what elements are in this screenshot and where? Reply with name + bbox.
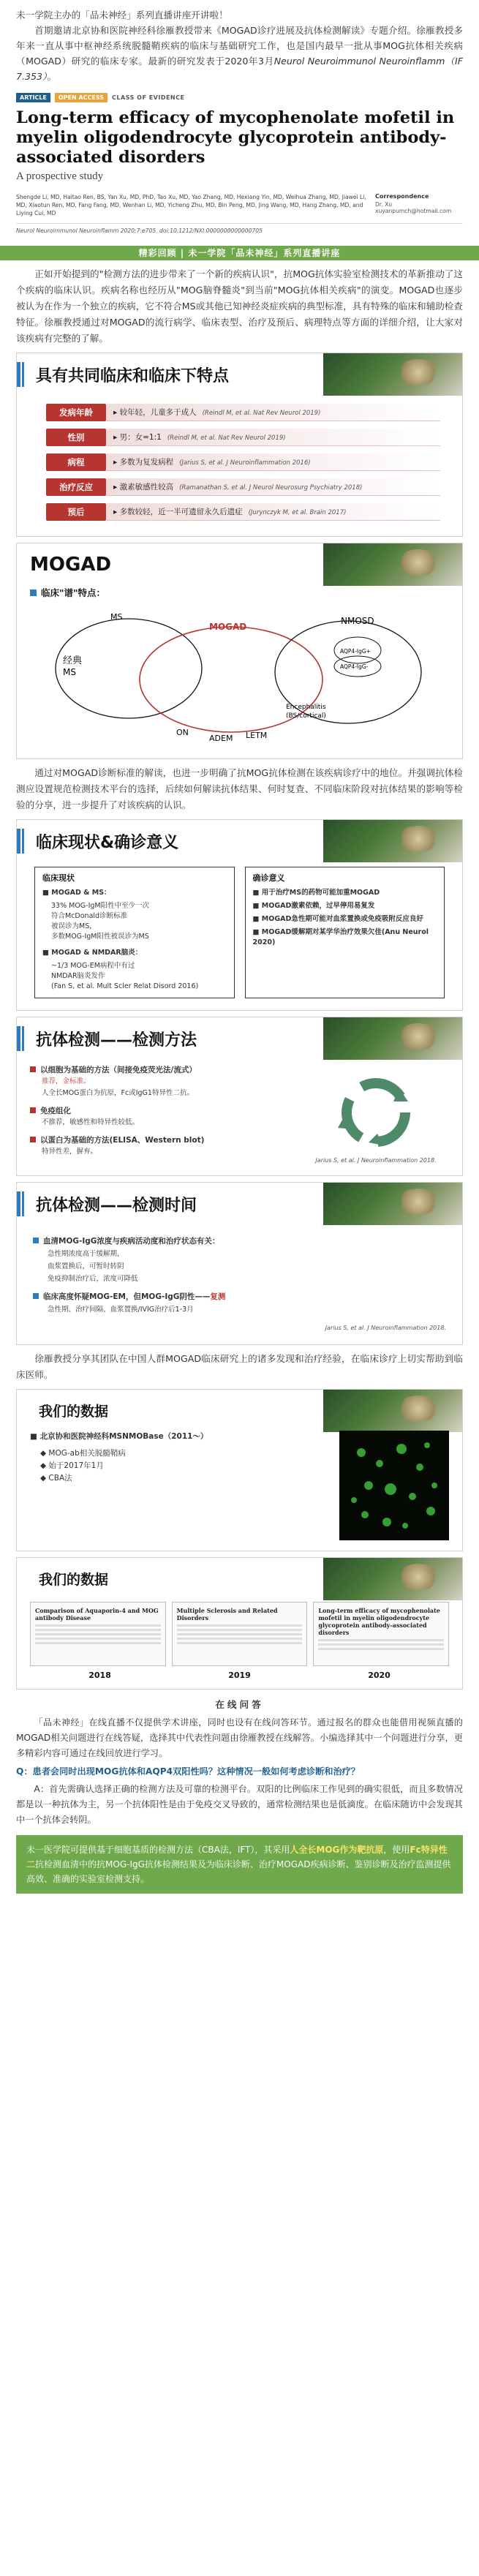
feature-text: ▸ 多数较轻，近一半可遗留永久后遗症 (Jurynczyk M, et al. Brain 2017) bbox=[106, 503, 440, 521]
cohort-item: ◆ 始于2017年1月 bbox=[40, 1461, 104, 1470]
slide-mogad-spectrum bbox=[16, 543, 463, 759]
timing-item: 血清MOG-IgG浓度与疾病活动度和治疗状态有关： 急性期浓度高于缓解期， 血浆置换后，可暂时转阴 免疫抑制治疗后，浓度可降低 bbox=[33, 1235, 446, 1285]
method-item: 以蛋白为基础的方法(ELISA、Western blot) 特异性差，摒弃。 bbox=[30, 1134, 303, 1158]
feature-text: ▸ 激素敏感性较高 (Ramanathan S, et al. J Neurol Neurosurg Psychiatry 2018) bbox=[106, 478, 440, 496]
spectrum-subtitle: 临床"谱"特点： bbox=[30, 586, 449, 599]
box-sub: 符合McDonald诊断标准 bbox=[51, 912, 128, 920]
slide-detection-timing bbox=[16, 1182, 463, 1345]
label-adem: ADEM bbox=[209, 734, 233, 743]
timing-item: 临床高度怀疑MOG-EM，但MOG-IgG阴性——复测 急性期、治疗间隔、血浆置换/IVIG治疗后1-3月 bbox=[33, 1291, 446, 1316]
paper-header-image bbox=[16, 93, 463, 240]
section-banner: 精彩回顾 | 未一学院「品未神经」系列直播讲座 bbox=[0, 246, 479, 260]
feature-tag: 治疗反应 bbox=[46, 478, 106, 496]
article-badge: ARTICLE bbox=[16, 93, 50, 102]
slide-our-data-publications bbox=[16, 1557, 463, 1690]
slide-clinical-status bbox=[16, 819, 463, 1011]
feature-row bbox=[46, 451, 462, 473]
intro-body bbox=[0, 23, 479, 84]
header-photo bbox=[323, 820, 462, 862]
correspondence-label: Correspondence bbox=[375, 193, 429, 200]
method-item: 以细胞为基础的方法（间接免疫荧光法/流式） 推荐，金标准。 人全长MOG蛋白为抗原，Fc或IgG1特异性二抗。 bbox=[30, 1064, 303, 1099]
year-label: 2019 bbox=[228, 1671, 251, 1680]
method-item: 免疫组化 不推荐，敏感性和特异性较低。 bbox=[30, 1105, 303, 1129]
cohort-item: ◆ MOG-ab相关脱髓鞘病 bbox=[40, 1449, 126, 1458]
paragraph-2 bbox=[0, 765, 479, 813]
label-aqp4-pos: AQP4-IgG+ bbox=[340, 648, 371, 655]
publication-thumbnail: Long-term efficacy of mycophenolate mofetil in myelin oligodendrocyte glycoprotein antibody-associated disorders bbox=[313, 1602, 449, 1666]
qa-answer: A：首先需确认选择正确的检测方法及可靠的检测平台。双阳的比例临床工作见到的确实很低，而且多数情况都是以一种抗体为主，另一个抗体阳性是由于免疫交叉导致的，通常检测结果也是低滴度。在临床随访中会发现其中一个抗体会转阴。 bbox=[16, 1784, 463, 1825]
reference: Jarius S, et al. J Neuroinflammation 2018. bbox=[325, 1325, 446, 1331]
box-bullet: ■ 用于治疗MS的药物可能加重MOGAD bbox=[252, 889, 380, 897]
paragraph-3 bbox=[0, 1351, 479, 1383]
intro-text: 首期邀请北京协和医院神经科徐雁教授带来《MOGAD诊疗进展及抗体检测解读》专题介绍。徐雁教授多年来一直从事中枢神经系统脱髓鞘疾病的临床与基础研究工作，也是国内最早一批从事MOG抗体相关疾病（MOGAD）研究的临床专家。最新的研究发表于2020年3月 bbox=[16, 25, 463, 67]
slide-title: 抗体检测——检测时间 bbox=[36, 1196, 197, 1215]
qa-question: Q：患者会同时出现MOG抗体和AQP4双阳性吗？这种情况一般如何考虑诊断和治疗？ bbox=[16, 1766, 361, 1777]
box-title: 临床现状 bbox=[42, 873, 75, 883]
slide-header bbox=[17, 1183, 462, 1225]
label-encephalitis-sub: (BS/cortical) bbox=[286, 712, 326, 720]
box-bullet: ■ MOGAD激素依赖，过早停用易复发 bbox=[252, 902, 375, 910]
box-sub: 33% MOG-IgM阳性中至少一次 bbox=[51, 902, 150, 910]
feature-row bbox=[46, 426, 462, 448]
publication-years bbox=[17, 1666, 462, 1689]
feature-tag: 发病年龄 bbox=[46, 404, 106, 421]
feature-row bbox=[46, 476, 462, 498]
slide-header bbox=[17, 543, 462, 586]
slide-header bbox=[17, 820, 462, 862]
slide-title: 具有共同临床和临床下特点 bbox=[36, 366, 230, 385]
label-aqp4-neg: AQP4-IgG- bbox=[340, 663, 369, 670]
label-letm: LETM bbox=[246, 731, 268, 740]
slide-title: 临床现状&确诊意义 bbox=[36, 833, 179, 852]
header-photo bbox=[323, 1390, 462, 1432]
qa-intro: 「品未神经」在线直播不仅提供学术讲座，同时也设有在线问答环节。通过报名的群众也能借用视频直播的MOGAD相关问题进行在线答疑，选择其中代表性问题由徐雁教授在线解答。小编选择其中一个问题进行分享，更多精彩内容可通过在线回放进行学习。 bbox=[16, 1717, 463, 1758]
feature-text: ▸ 较年轻，儿童多于成人 (Reindl M, et al. Nat Rev Neurol 2019) bbox=[106, 404, 440, 421]
slide-header bbox=[17, 1558, 462, 1599]
year-label: 2018 bbox=[88, 1671, 111, 1680]
open-access-badge: OPEN ACCESS bbox=[55, 93, 108, 102]
impact-factor: （IF 7.353） bbox=[16, 56, 463, 82]
paper-badges bbox=[16, 93, 463, 102]
publication-thumbnail: Comparison of Aquaporin-4 and MOG antibody Disease bbox=[30, 1602, 166, 1666]
reference: Jarius S, et al. J Neuroinflammation 2018. bbox=[315, 1157, 437, 1164]
paper-authors: Shengde Li, MD, Haitao Ren, BS, Yan Xu, MD, PhD, Tao Xu, MD, Yao Zhang, MD, Hexiang Yin, MD, Weihua Zhang, MD, Jiawei Li, MD, Xiaotun Ren, MD, Fang Fang, MD, Wenhan Li, MD, Yicheng Zhu, MD, Bin Peng, MD, Jing Wang, MD, Hang Zhang, MD, and Liying Cui, MD bbox=[16, 194, 366, 216]
label-mogad: MOGAD bbox=[209, 622, 247, 632]
intro-end: 。 bbox=[47, 71, 56, 82]
intro-title: 未一学院主办的「品未神经」系列直播讲座开讲啦！ bbox=[16, 10, 228, 20]
header-photo bbox=[323, 1017, 462, 1060]
diagnosis-significance-box bbox=[245, 867, 445, 998]
slide-header bbox=[17, 1017, 462, 1060]
box-sub: (Fan S, et al. Mult Scler Relat Disord 2016) bbox=[51, 982, 199, 990]
label-classic-ms: MS bbox=[63, 667, 76, 677]
box-sub: 被误诊为MS， bbox=[51, 922, 97, 930]
paper-correspondence bbox=[375, 193, 463, 217]
paragraph-1 bbox=[0, 266, 479, 347]
slide-title: 我们的数据 bbox=[39, 1403, 109, 1420]
class-of-evidence-badge: CLASS OF EVIDENCE bbox=[112, 94, 185, 101]
label-on: ON bbox=[176, 728, 189, 737]
spectrum-venn-diagram bbox=[30, 599, 447, 745]
feature-text: ▸ 多数为复发病程 (Jarius S, et al. J Neuroinflammation 2016) bbox=[106, 453, 440, 471]
box-bullet: ■ MOGAD & MS： bbox=[42, 889, 111, 897]
label-encephalitis: Encephalitis bbox=[286, 704, 326, 711]
box-sub: 多数MOG-IgM阳性被误诊为MS bbox=[51, 933, 149, 941]
feature-tag: 病程 bbox=[46, 453, 106, 471]
qa-section-title: 在线问答 bbox=[215, 1699, 264, 1710]
feature-row bbox=[46, 402, 462, 423]
feature-row bbox=[46, 501, 462, 523]
header-photo bbox=[323, 543, 462, 586]
feature-list bbox=[17, 396, 462, 536]
paper-title: Long-term efficacy of mycophenolate mofetil in myelin oligodendrocyte glycoprotein antibody-associated disorders bbox=[16, 108, 455, 167]
slide-header bbox=[17, 353, 462, 396]
correspondence-email: xuyanpumch@hotmail.com bbox=[375, 208, 452, 214]
paragraph-2-text: 通过对MOGAD诊断标准的解读，也进一步明确了抗MOG抗体检测在该疾病诊疗中的地位。并强调抗体检测应设置规范检测技术平台的选择，后续如何解读抗体结果、何时复查、不同临床阶段对抗体结果的影响等检验的分享，进一步提升了对该疾病的认识。 bbox=[16, 767, 463, 810]
box-title: 确诊意义 bbox=[252, 873, 285, 883]
slide-title: 抗体检测——检测方法 bbox=[36, 1031, 197, 1050]
feature-tag: 性别 bbox=[46, 429, 106, 446]
paragraph-3-text: 徐雁教授分享其团队在中国人群MOGAD临床研究上的诸多发现和治疗经验，在临床诊疗上切实帮助到临床医师。 bbox=[16, 1353, 463, 1380]
box-bullet: ■ MOGAD缓解期对某学华治疗效果欠佳(Anu Neurol 2020) bbox=[252, 928, 429, 946]
service-info-box: 未一医学院可提供基于细胞基质的检测方法（CBA法，IFT），其采用人全长MOG作为靶抗原，使用Fc特异性二抗检测血清中的抗MOG-IgG抗体检测结果及为临床诊断、治疗MOGAD疾病诊断、鉴别诊断及治疗监测提供高效、准确的实验室检测支持。 bbox=[16, 1835, 463, 1894]
header-photo bbox=[323, 353, 462, 396]
header-photo bbox=[323, 1558, 462, 1600]
recycle-arrows-icon bbox=[332, 1072, 420, 1153]
box-bullet: ■ MOGAD急性期可能对血浆置换或免疫吸附反应良好 bbox=[252, 915, 423, 923]
box-bullet: ■ MOGAD & NMDAR脑炎： bbox=[42, 949, 143, 957]
cohort-item: ◆ CBA法 bbox=[40, 1474, 72, 1483]
paragraph-1-text: 正如开始提到的"检测方法的进步带来了一个新的疾病认识"，抗MOG抗体实验室检测技术的革新推动了这个疾病的临床认识。疾病名称也经历从"MOG脑脊髓炎"到当前"MOG抗体相关疾病"的演变。MOGAD也逐步被认为在作为一个独立的疾病，它不符合MS或其他已知神经炎症疾病的典型标准，具有特殊的临床和辅助检查特征。徐雁教授通过对MOGAD的流行病学、临床表型、治疗及预后、病理特点等方面的详细介绍，让大家对该疾病有完整的了解。 bbox=[16, 268, 463, 344]
slide-our-data-cohort bbox=[16, 1389, 463, 1551]
header-photo bbox=[323, 1183, 462, 1225]
box-sub: ~1/3 MOG-EM病程中有过 bbox=[51, 962, 135, 970]
clinical-status-box bbox=[34, 867, 235, 998]
cohort-header: ■ 北京协和医院神经科MSNMOBase（2011～） bbox=[30, 1432, 208, 1441]
slide-common-features bbox=[16, 353, 463, 537]
year-label: 2020 bbox=[368, 1671, 391, 1680]
paper-subtitle: A prospective study bbox=[16, 170, 104, 182]
slide-title: 我们的数据 bbox=[39, 1571, 109, 1588]
correspondence-name: Dr. Xu bbox=[375, 201, 393, 208]
paper-citation: Neurol Neuroimmunol Neuroinflamm 2020;7:e705. doi:10.1212/NXI.0000000000000705 bbox=[16, 223, 463, 234]
journal-name: Neurol Neuroimmunol Neuroinflamm bbox=[274, 56, 445, 67]
label-nmosd: NMOSD bbox=[341, 616, 374, 626]
slide-header bbox=[17, 1390, 462, 1431]
slide-detection-methods bbox=[16, 1017, 463, 1176]
slide-title: MOGAD bbox=[30, 554, 112, 576]
publication-thumbnail: Multiple Sclerosis and Related Disorders bbox=[172, 1602, 308, 1666]
feature-text: ▸ 男：女=1:1 (Reindl M, et al. Nat Rev Neurol 2019) bbox=[106, 429, 440, 446]
label-classic: 经典 bbox=[63, 655, 83, 666]
fluorescence-micrograph bbox=[339, 1431, 449, 1540]
box-sub: NMDAR脑炎发作 bbox=[51, 972, 105, 980]
feature-tag: 预后 bbox=[46, 503, 106, 521]
label-ms: MS bbox=[110, 612, 123, 622]
